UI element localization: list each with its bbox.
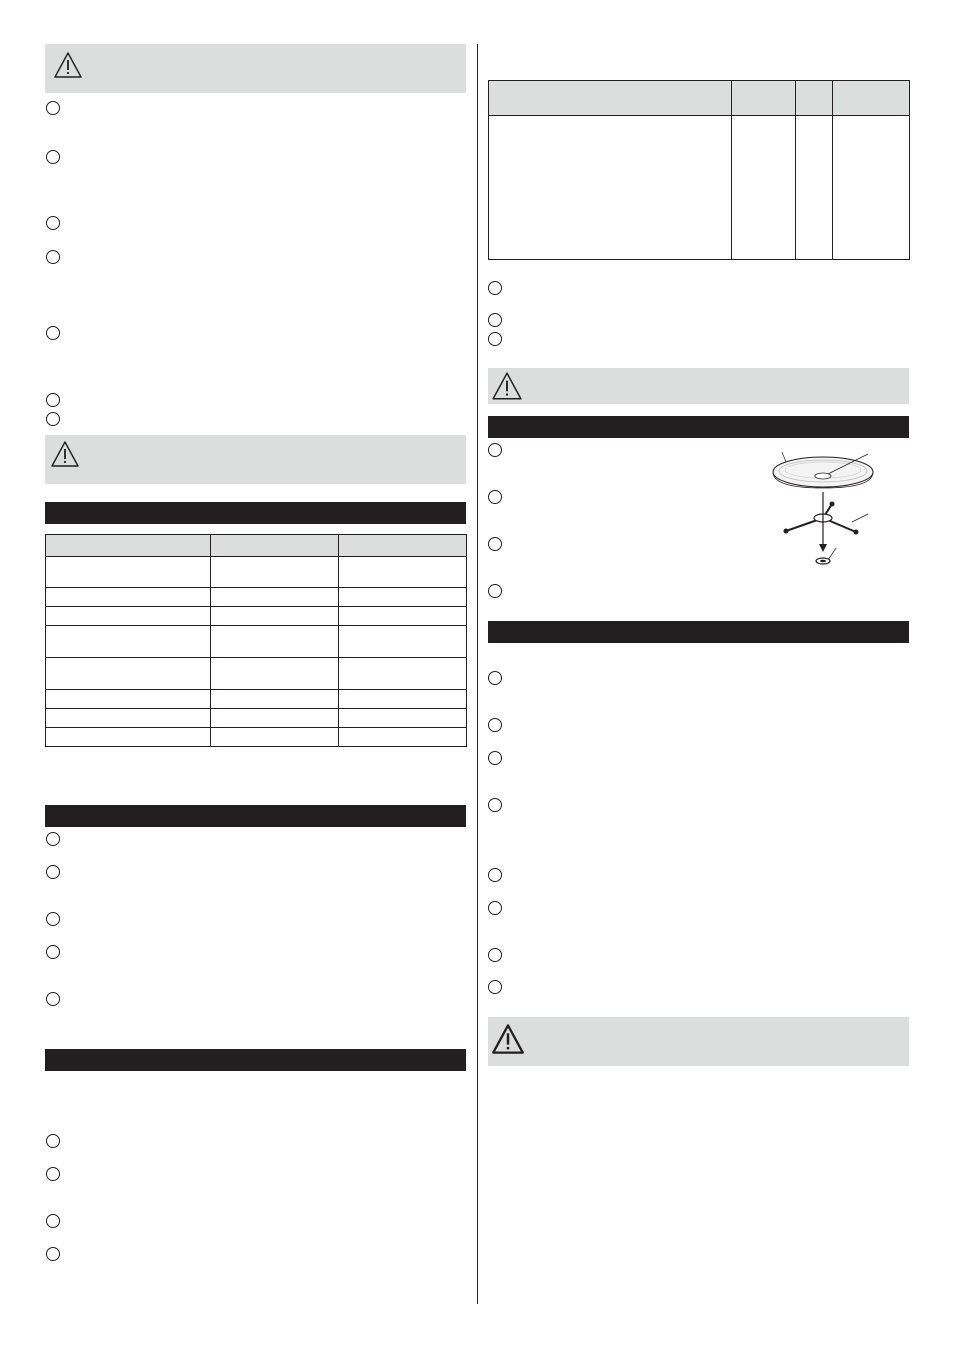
table-cell: [211, 607, 339, 626]
table-cell: [211, 588, 339, 607]
circle-bullet-icon: [46, 150, 60, 164]
table-cell: [211, 690, 339, 709]
circle-bullet-icon: [488, 584, 502, 598]
arrow-head-icon: [819, 544, 827, 552]
circle-bullet-icon: [488, 980, 502, 994]
table-cell: [339, 728, 467, 747]
coupler: [816, 558, 830, 564]
table-cell: [211, 728, 339, 747]
table-cell: [732, 116, 796, 260]
section-header-bar: [488, 621, 909, 643]
circle-bullet-icon: [488, 868, 502, 882]
table-row: [46, 658, 467, 690]
circle-bullet-icon: [488, 798, 502, 812]
circle-bullet-icon: [488, 443, 502, 457]
table-row: [489, 116, 910, 260]
circle-bullet-icon: [488, 718, 502, 732]
circle-bullet-icon: [46, 1247, 60, 1261]
circle-bullet-icon: [488, 332, 502, 346]
column-divider: [477, 44, 478, 1304]
circle-bullet-icon: [46, 945, 60, 959]
table-cell: [46, 690, 211, 709]
table-cell: [46, 607, 211, 626]
table-cell: [211, 535, 339, 557]
table-header-row: [46, 535, 467, 557]
circle-bullet-icon: [488, 751, 502, 765]
table-cell: [732, 81, 796, 116]
table-row: [46, 607, 467, 626]
warning-triangle-icon: [50, 440, 80, 468]
leader-line: [782, 452, 786, 462]
table-cell: [833, 81, 910, 116]
table-cell: [339, 690, 467, 709]
circle-bullet-icon: [46, 1167, 60, 1181]
warning-triangle-icon: [53, 51, 83, 79]
table-cell: [46, 557, 211, 588]
section-header-bar: [45, 502, 466, 524]
circle-bullet-icon: [488, 901, 502, 915]
warning-box: [488, 368, 909, 404]
warning-box: [488, 1017, 909, 1066]
table-header-row: [489, 81, 910, 116]
circle-bullet-icon: [46, 992, 60, 1006]
section-header-bar: [45, 1049, 466, 1071]
turntable-assembly-illustration: [768, 448, 878, 570]
warning-box: [45, 435, 466, 484]
warning-box: [45, 44, 466, 93]
specifications-table: [45, 534, 467, 747]
table-cell: [211, 626, 339, 658]
table-cell: [339, 557, 467, 588]
circle-bullet-icon: [46, 1214, 60, 1228]
power-levels-table: [488, 80, 910, 260]
circle-bullet-icon: [488, 671, 502, 685]
table-cell: [46, 709, 211, 728]
table-cell: [796, 81, 833, 116]
table-cell: [339, 709, 467, 728]
circle-bullet-icon: [46, 216, 60, 230]
table-cell: [489, 81, 732, 116]
section-header-bar: [488, 416, 909, 438]
circle-bullet-icon: [46, 326, 60, 340]
table-cell: [796, 116, 833, 260]
circle-bullet-icon: [46, 393, 60, 407]
circle-bullet-icon: [488, 537, 502, 551]
circle-bullet-icon: [46, 412, 60, 426]
roller-ring: [784, 502, 859, 535]
circle-bullet-icon: [46, 832, 60, 846]
table-cell: [339, 588, 467, 607]
circle-bullet-icon: [46, 101, 60, 115]
table-cell: [46, 728, 211, 747]
circle-bullet-icon: [488, 490, 502, 504]
table-cell: [211, 658, 339, 690]
table-row: [46, 588, 467, 607]
glass-tray: [773, 457, 873, 488]
table-row: [46, 728, 467, 747]
table-cell: [46, 626, 211, 658]
table-row: [46, 709, 467, 728]
table-cell: [339, 535, 467, 557]
table-cell: [489, 116, 732, 260]
table-cell: [833, 116, 910, 260]
table-row: [46, 557, 467, 588]
table-cell: [46, 658, 211, 690]
circle-bullet-icon: [46, 250, 60, 264]
table-row: [46, 626, 467, 658]
table-cell: [339, 658, 467, 690]
warning-triangle-icon: [491, 371, 523, 401]
leader-line: [852, 514, 868, 522]
circle-bullet-icon: [46, 1134, 60, 1148]
circle-bullet-icon: [46, 865, 60, 879]
circle-bullet-icon: [46, 912, 60, 926]
table-row: [46, 690, 467, 709]
table-cell: [211, 709, 339, 728]
leader-line: [828, 548, 836, 560]
table-cell: [339, 607, 467, 626]
table-cell: [339, 626, 467, 658]
section-header-bar: [45, 805, 466, 827]
circle-bullet-icon: [488, 313, 502, 327]
circle-bullet-icon: [488, 281, 502, 295]
warning-triangle-icon: [491, 1023, 525, 1055]
table-cell: [46, 535, 211, 557]
circle-bullet-icon: [488, 948, 502, 962]
table-cell: [46, 588, 211, 607]
table-cell: [211, 557, 339, 588]
